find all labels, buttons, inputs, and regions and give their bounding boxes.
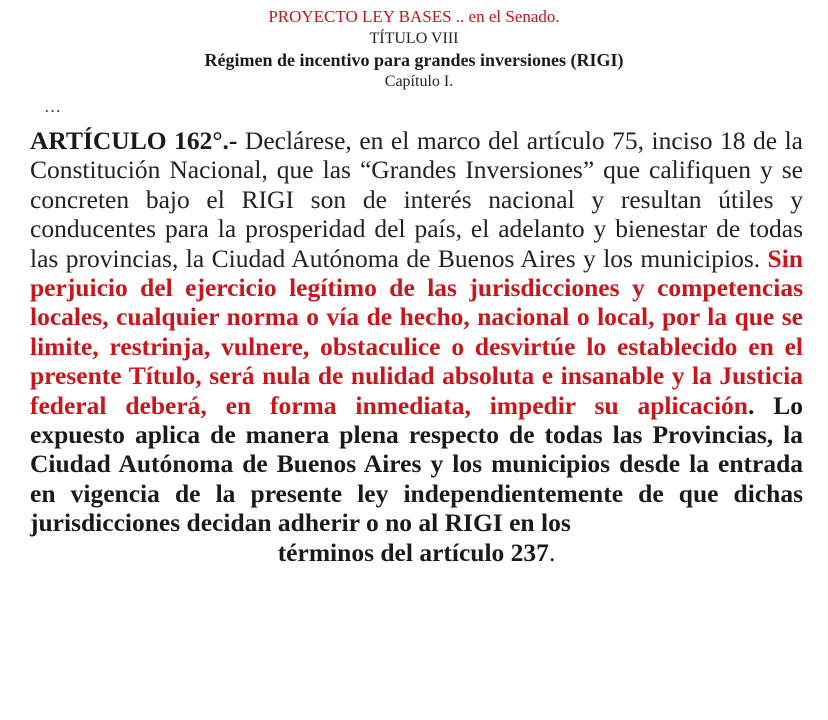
title-name: Régimen de incentivo para grandes inversiones (RIGI) bbox=[204, 50, 624, 70]
article-body-text: Declárese, en el marco del artículo 75, inciso 18 de la Constitución Nacional, que las “Grandes Inversiones” que califiquen y se concreten bajo el RIGI son de interés nacional y resultan útiles y conducentes para la prosperidad del país, el adelanto y bienestar de todas las provincias, la Ciudad Autónoma de Buenos Aires y los municipios. bbox=[30, 126, 804, 273]
omission-ellipsis: … bbox=[44, 97, 61, 116]
chapter-label: Capítulo I. bbox=[384, 73, 454, 90]
highlighted-clause: Sin perjuicio del ejercicio legítimo de las jurisdicciones y competencias locales, cualquier norma o vía de hecho, nacional o local, por la que se limite, restrinja, vulnere, obstaculice o desvirtúe lo establecido en el presente Título, será nula de nulidad absoluta e insanable y la Justicia federal deberá, en forma inmediata, impedir su aplicación bbox=[30, 243, 803, 420]
clause-period: . bbox=[748, 390, 755, 420]
article-number: ARTÍCULO 162°.- bbox=[30, 126, 238, 155]
application-clause: Lo expuesto aplica de manera plena respecto de todas las Provincias, la Ciudad Autónoma de Buenos Aires y los municipios desde la entrada en vigencia de la presente ley independientemente de que dichas jurisdicciones decidan adherir o no al RIGI en los bbox=[30, 390, 803, 538]
article-final-line bbox=[30, 538, 803, 567]
title-number: TÍTULO VIII bbox=[369, 30, 459, 47]
final-period: . bbox=[548, 537, 556, 567]
article-final-text: términos del artículo 237 bbox=[277, 537, 549, 567]
article-paragraph bbox=[30, 126, 803, 567]
document-heading-red: PROYECTO LEY BASES .. en el Senado. bbox=[268, 7, 560, 26]
